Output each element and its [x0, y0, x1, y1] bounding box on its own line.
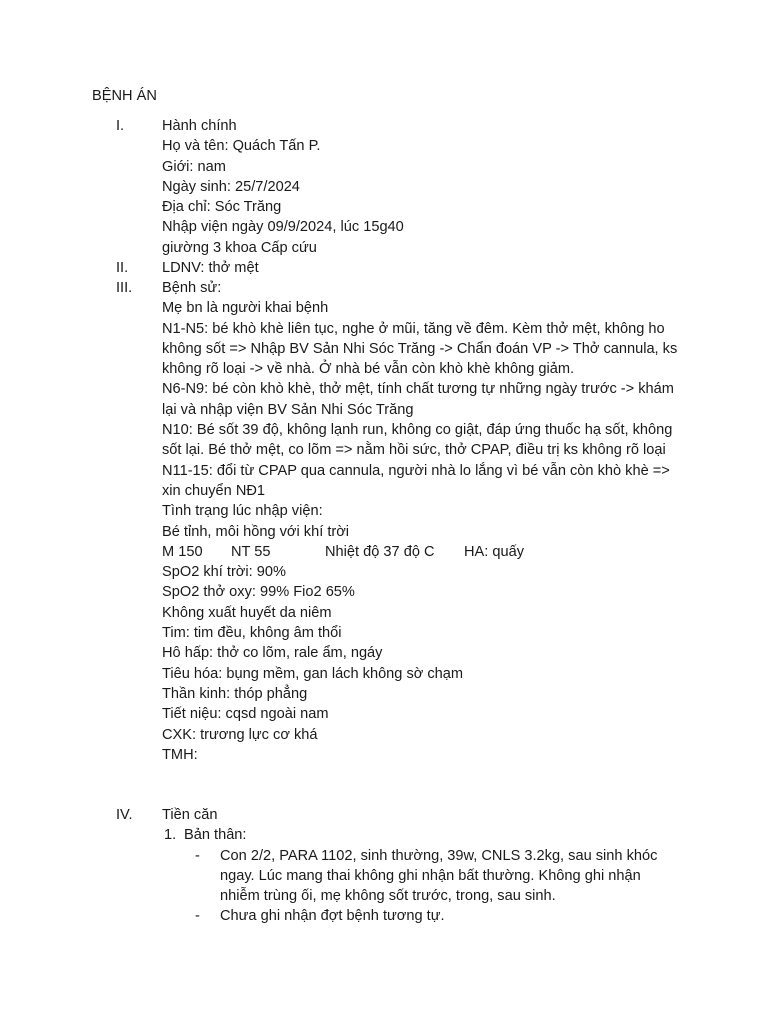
subsection-label: Bản thân:: [184, 827, 247, 844]
admission-status-heading: Tình trạng lúc nhập viện:: [162, 503, 323, 520]
admission-date: Nhập viện ngày 09/9/2024, lúc 15g40: [162, 219, 404, 236]
section-number: III.: [116, 280, 133, 296]
history-informant: Mẹ bn là người khai bệnh: [162, 300, 329, 317]
general-status: Bé tỉnh, môi hồng với khí trời: [162, 523, 350, 540]
patient-address: Địa chỉ: Sóc Trăng: [162, 199, 282, 216]
bullet-list: [195, 846, 682, 927]
patient-name: Họ và tên: Quách Tấn P.: [162, 138, 321, 155]
history-n11-n15: N11-15: đổi từ CPAP qua cannula, người nhà lo lắng vì bé vẫn còn khò khè => xin chuyển NĐ1: [162, 462, 670, 499]
history-n1-n5: N1-N5: bé khò khè liên tục, nghe ở mũi, tăng về đêm. Kèm thở mệt, không ho không sốt => Nhập BV Sản Nhi Sóc Trăng -> Chẩn đoán VP -> Thở cannula, ks không rõ loại -> về nhà. Ở nhà bé vẫn còn khò khè không giảm.: [162, 320, 678, 378]
dash-marker: -: [195, 847, 200, 864]
blood-pressure: HA: quấy: [464, 543, 525, 560]
section-heading: LDNV: thở mệt: [162, 260, 259, 276]
spo2-room-air: SpO2 khí trời: 90%: [162, 564, 286, 581]
digestive-exam: Tiêu hóa: bụng mềm, gan lách không sờ chạm: [162, 665, 464, 682]
section-number: IV.: [116, 807, 133, 823]
respiratory-exam: Hô hấp: thở co lõm, rale ẩm, ngáy: [162, 645, 383, 662]
section-number: II.: [116, 260, 129, 276]
document-title: BỆNH ÁN: [92, 88, 157, 104]
history-n6-n9: N6-N9: bé còn khò khè, thở mệt, tính chất tương tự những ngày trước -> khám lại và nhập viện BV Sản Nhi Sóc Trăng: [162, 381, 674, 418]
section-heading: Tiền căn: [162, 807, 218, 823]
temperature: Nhiệt độ 37 độ C: [325, 543, 435, 560]
ent-exam: TMH:: [162, 746, 198, 763]
musculoskeletal-exam: CXK: trương lực cơ khá: [162, 726, 318, 743]
history-n10: N10: Bé sốt 39 độ, không lạnh run, không co giật, đáp ứng thuốc hạ sốt, không sốt lại. Bé thở mệt, co lõm => nằm hồi sức, thở CPAP, điều trị ks không rõ loại: [162, 422, 673, 459]
neuro-exam: Thần kinh: thóp phẳng: [162, 685, 308, 702]
list-item: [195, 906, 660, 926]
pulse: M 150: [162, 543, 203, 560]
cardiac-exam: Tim: tim đều, không âm thổi: [162, 625, 342, 642]
similar-episodes: Chưa ghi nhận đợt bệnh tương tự.: [220, 908, 445, 925]
section-heading: Hành chính: [162, 118, 237, 134]
section-heading: Bệnh sử:: [162, 280, 222, 296]
patient-dob: Ngày sinh: 25/7/2024: [162, 178, 300, 195]
subsection-number: 1.: [164, 827, 177, 844]
admission-bed: giường 3 khoa Cấp cứu: [162, 239, 317, 256]
subsection-ban-than: [162, 825, 682, 845]
patient-gender: Giới: nam: [162, 158, 226, 175]
vital-signs: [162, 542, 682, 562]
birth-history: Con 2/2, PARA 1102, sinh thường, 39w, CNLS 3.2kg, sau sinh khóc ngay. Lúc mang thai không ghi nhận bất thường. Không ghi nhận nhiễm trùng ối, mẹ không sốt trước, trong, sau sinh.: [220, 847, 658, 905]
skin-mucosa: Không xuất huyết da niêm: [162, 604, 332, 621]
list-item: [195, 846, 660, 907]
dash-marker: -: [195, 908, 200, 925]
section-number: I.: [116, 118, 125, 134]
respiratory-rate: NT 55: [231, 543, 271, 560]
spo2-oxygen: SpO2 thở oxy: 99% Fio2 65%: [162, 584, 355, 601]
urinary-exam: Tiết niệu: cqsd ngoài nam: [162, 706, 329, 723]
